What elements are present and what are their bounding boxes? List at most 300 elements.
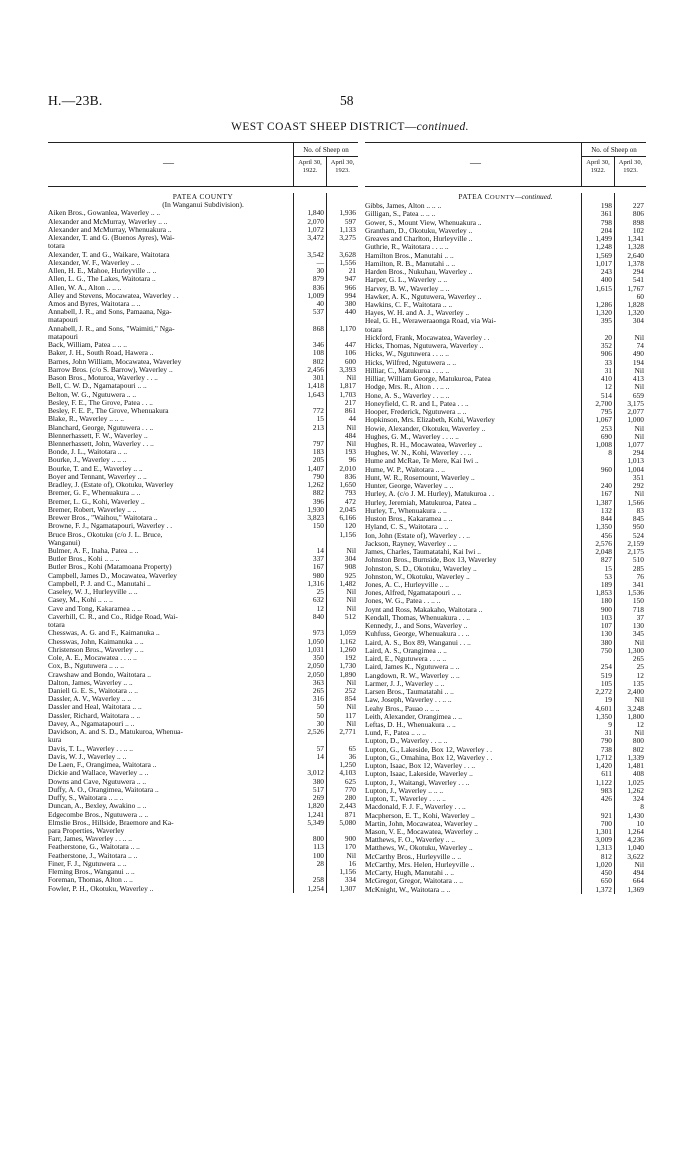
table-row xyxy=(365,375,646,383)
owner-name: Elmslie Bros., Hillside, Braemore and Ka- xyxy=(48,818,174,827)
column-rule xyxy=(581,193,582,894)
owner-name: Davidson, A. and S. D., Matukuroa, Whenua- xyxy=(48,728,183,737)
sheep-count-1922: 1,712 xyxy=(595,752,612,762)
table-row xyxy=(365,441,646,449)
table-row xyxy=(48,885,358,893)
sheep-count-1922: 1,407 xyxy=(307,463,324,473)
sheep-count-1922: 537 xyxy=(312,307,324,317)
sheep-count-1923: 60 xyxy=(636,291,644,301)
sheep-count-1922: 1,350 xyxy=(595,711,612,721)
sheep-count-1923: 1,556 xyxy=(339,257,356,267)
owner-name: Foreman, Thomas, Alton .. .. xyxy=(48,876,133,885)
sheep-count-1923: 1,077 xyxy=(627,440,644,449)
owner-name: Leftas, D. H., Whenuakura .. .. xyxy=(365,720,456,729)
owner-name: Fowler, P. H., Okotuku, Waverley .. xyxy=(48,884,154,893)
owner-name: Farr, James, Waverley . . .. .. xyxy=(48,835,132,844)
sheep-count-1922: 1,313 xyxy=(595,843,612,853)
sheep-count-1922: 812 xyxy=(600,851,612,861)
owner-name: Besley, F. E. P., The Grove, Whenuakura xyxy=(48,407,169,416)
sheep-count-1923: 854 xyxy=(344,694,356,704)
sheep-count-1922: 346 xyxy=(312,340,324,350)
owner-name: Jones, A. C., Hurleyville .. .. xyxy=(365,580,449,589)
table-row xyxy=(48,778,358,786)
table-row xyxy=(48,539,358,547)
sheep-count-1923: 2,400 xyxy=(627,687,644,697)
owner-name: Hawkins, C. F., Waitotara .. .. xyxy=(365,301,453,310)
owner-name: Harvey, B. W., Waverley .. .. xyxy=(365,284,450,293)
owner-name: Dassler and Heal, Waitotara .. .. xyxy=(48,703,142,712)
sheep-count-1923: 280 xyxy=(344,793,356,803)
sheep-count-1922: 1,615 xyxy=(595,283,612,293)
sheep-count-1923: 2,159 xyxy=(627,538,644,548)
table-row xyxy=(48,481,358,489)
title-continued: continued. xyxy=(416,121,469,133)
sheep-count-1922: 400 xyxy=(600,275,612,285)
owner-name: Hooper, Frederick, Ngutuwera .. .. xyxy=(365,408,467,417)
owner-name: Hicks, Wilfred, Ngutuwera .. .. xyxy=(365,358,457,367)
owner-name: Butler Bros., Kohi .. .. .. xyxy=(48,555,120,564)
owner-name: Gibbs, James, Alton .. .. .. xyxy=(365,202,442,211)
sheep-count-1922: 1,286 xyxy=(595,300,612,310)
table-row xyxy=(48,300,358,308)
sheep-count-1923: 76 xyxy=(636,571,644,581)
sheep-count-1922: 450 xyxy=(600,868,612,878)
table-row xyxy=(365,721,646,729)
sheep-count-1923: 1,369 xyxy=(627,884,644,894)
sheep-count-1923: 3,628 xyxy=(339,249,356,259)
sheep-count-1922: 57 xyxy=(316,743,324,753)
sheep-count-1923: 217 xyxy=(344,397,356,407)
sheep-count-1923: 494 xyxy=(632,868,644,878)
sheep-count-1922: 690 xyxy=(600,431,612,441)
sheep-count-1922: 790 xyxy=(600,736,612,746)
sheep-count-1922: 5,349 xyxy=(307,817,324,827)
owner-name: Leahy Bros., Pauao .. .. .. xyxy=(365,704,440,713)
sheep-count-1923: 44 xyxy=(348,414,356,424)
sheep-count-1923: 341 xyxy=(632,579,644,589)
sheep-count-1923: 1,828 xyxy=(627,300,644,310)
sheep-count-1922: 30 xyxy=(316,266,324,276)
sheep-count-1923: 1,817 xyxy=(339,381,356,391)
table-row xyxy=(48,703,358,711)
sheep-count-1923: 130 xyxy=(632,621,644,631)
table-row xyxy=(48,621,358,629)
sheep-count-1923: Nil xyxy=(346,603,356,613)
sheep-count-1923: 510 xyxy=(632,555,644,565)
sheep-count-1923: 96 xyxy=(348,455,356,465)
sheep-count-1923: 1,378 xyxy=(627,258,644,268)
sheep-count-1922: 20 xyxy=(604,332,612,342)
owner-name: Hicks, W., Ngutuwera . . .. .. xyxy=(365,350,449,359)
owner-name: totara xyxy=(48,242,65,251)
table-row xyxy=(48,316,358,324)
sheep-count-1923: 3,275 xyxy=(339,233,356,243)
table-row xyxy=(48,753,358,761)
column-rule xyxy=(326,193,327,893)
owner-name: Hickford, Frank, Mocawatea, Waverley . . xyxy=(365,333,490,342)
table-row xyxy=(48,275,358,283)
sheep-count-1922: 840 xyxy=(312,611,324,621)
owner-name: McCarthy Bros., Hurleyville .. .. xyxy=(365,852,462,861)
section-title-continued: PATEA COUNTY—continued. xyxy=(458,192,553,201)
owner-name: Campbell, P. J. and C., Manutahi .. xyxy=(48,579,151,588)
sheep-count-1922: 180 xyxy=(600,596,612,606)
sheep-count-1923: 294 xyxy=(632,448,644,458)
sheep-count-1923: 4,103 xyxy=(339,768,356,778)
owner-name: Laird, James K., Ngutuwera .. .. xyxy=(365,663,460,672)
header-april-1922: April 30, 1922. xyxy=(586,159,610,174)
sheep-count-1923: 6,166 xyxy=(339,513,356,523)
sheep-count-1922: 14 xyxy=(316,546,324,556)
sheep-count-1922: 380 xyxy=(600,637,612,647)
sheep-count-1922: 738 xyxy=(600,744,612,754)
sheep-count-1923: 3,622 xyxy=(627,851,644,861)
table-row xyxy=(48,852,358,860)
sheep-count-1922: 105 xyxy=(600,678,612,688)
owner-name: Bonde, J. L., Waitotara .. .. xyxy=(48,448,128,457)
sheep-count-1922: 167 xyxy=(600,489,612,499)
sheep-count-1922: 1,008 xyxy=(595,440,612,449)
sheep-count-1923: Nil xyxy=(634,489,644,499)
sheep-count-1923: 1,341 xyxy=(627,234,644,244)
table-row xyxy=(48,391,358,399)
sheep-count-1923: 36 xyxy=(348,751,356,761)
sheep-count-1923: 1,004 xyxy=(627,464,644,474)
sheep-count-1923: Nil xyxy=(634,365,644,375)
owner-name: Greaves and Charlton, Hurleyville .. xyxy=(365,235,473,244)
sheep-count-1923: 2,045 xyxy=(339,504,356,514)
table-row xyxy=(48,308,358,316)
sheep-count-1922: 632 xyxy=(312,595,324,605)
sheep-count-1923: 304 xyxy=(632,316,644,326)
sheep-count-1923: 908 xyxy=(344,562,356,572)
sheep-count-1922: 396 xyxy=(312,496,324,506)
table-row xyxy=(48,292,358,300)
sheep-count-1923: 1,481 xyxy=(627,761,644,771)
sheep-count-1922: 254 xyxy=(600,662,612,672)
owner-name: Browne, F. J., Ngamatapouri, Waverley . . xyxy=(48,522,173,531)
owner-name: Caseley, W. J., Hurleyville .. .. xyxy=(48,588,138,597)
sheep-count-1923: 135 xyxy=(632,678,644,688)
sheep-count-1923: Nil xyxy=(346,677,356,687)
owner-name: Hughes, R. H., Mocawatea, Waverley .. xyxy=(365,441,483,449)
owner-name: Joynt and Ross, Makakaho, Waitotara .. xyxy=(365,605,483,614)
owner-name: para Properties, Waverley xyxy=(48,826,125,835)
sheep-count-1923: 8 xyxy=(640,802,644,812)
table-row xyxy=(48,522,358,530)
sheep-count-1923: Nil xyxy=(346,595,356,605)
sheep-count-1922: 213 xyxy=(312,422,324,432)
table-row xyxy=(48,325,358,333)
owner-name: Alexander and McMurray, Waverley .. .. xyxy=(48,217,168,226)
sheep-count-1923: 1,650 xyxy=(339,480,356,490)
sheep-count-1922: 1,020 xyxy=(595,859,612,869)
owner-name: Hone, A. S., Waverley . . .. .. xyxy=(365,391,450,400)
table-row xyxy=(48,835,358,843)
sheep-count-1923: 600 xyxy=(344,356,356,366)
owner-name: Davey, A., Ngamatapouri .. .. xyxy=(48,719,135,728)
table-row xyxy=(48,424,358,432)
sheep-count-1923: 192 xyxy=(344,653,356,663)
sheep-count-1923: Nil xyxy=(346,702,356,712)
owner-name: Lupton, J., Waitangi, Waverley . . .. xyxy=(365,778,470,787)
right-table-body xyxy=(365,193,646,894)
sheep-count-1922: 1,009 xyxy=(307,290,324,300)
table-row xyxy=(365,688,646,696)
owner-name: Hamilton Bros., Manutahi .. .. xyxy=(365,251,454,260)
owner-name: Hicks, Thomas, Ngutuwera, Waverley .. xyxy=(365,342,484,351)
table-row xyxy=(48,671,358,679)
sheep-count-1923: 1,133 xyxy=(339,224,356,234)
sheep-count-1922: 8 xyxy=(608,448,612,458)
sheep-count-1923: 659 xyxy=(632,390,644,400)
sheep-count-1922: 189 xyxy=(600,579,612,589)
owner-name: Cole, A. E., Mocawatea . . .. .. xyxy=(48,654,137,663)
table-row xyxy=(48,819,358,827)
table-row xyxy=(48,646,358,654)
owner-name: Blake, R., Waverley .. .. .. xyxy=(48,415,125,424)
sheep-count-1922: 1,050 xyxy=(307,636,324,646)
sheep-count-1923: 1,300 xyxy=(627,645,644,655)
owner-name: Finer, F. J., Ngutuwera .. .. xyxy=(48,859,127,868)
owner-name: Hayes, W. H. and A. J., Waverley .. xyxy=(365,309,470,318)
table-row xyxy=(48,827,358,835)
table-row xyxy=(48,407,358,415)
sheep-count-1923: 1,059 xyxy=(339,628,356,638)
owner-name: Hurley, T., Whenuakura .. .. xyxy=(365,506,447,515)
sheep-count-1923: 1,767 xyxy=(627,283,644,293)
owner-name: Hyland, C. S., Waitotara .. .. xyxy=(365,523,449,532)
sheep-count-1922: 100 xyxy=(312,850,324,860)
owner-name: Honeyfield, C. R. and I., Patea . . .. xyxy=(365,399,469,408)
sheep-count-1923: 845 xyxy=(632,514,644,524)
table-row xyxy=(48,531,358,539)
sheep-count-1923: 3,393 xyxy=(339,364,356,374)
owner-name: Bourke, J., Waverley .. .. .. xyxy=(48,456,127,465)
table-row xyxy=(365,326,646,334)
table-row xyxy=(48,234,358,242)
table-row xyxy=(48,465,358,473)
table-row xyxy=(48,448,358,456)
sheep-count-1923: 120 xyxy=(344,521,356,531)
right-table xyxy=(365,142,646,894)
sheep-count-1923: 871 xyxy=(344,809,356,819)
owner-name: Gilligan, S., Patea .. .. .. xyxy=(365,210,436,219)
sheep-count-1923: 4,236 xyxy=(627,835,644,845)
sheep-count-1922: 31 xyxy=(604,365,612,375)
table-row xyxy=(48,728,358,736)
sheep-count-1923: 193 xyxy=(344,447,356,457)
owner-name: Besley, F. E., The Grove, Patea . . .. xyxy=(48,398,153,407)
owner-name: Hurley, Jeremiah, Matukuroa, Patea .. xyxy=(365,498,477,507)
table-row xyxy=(48,679,358,687)
sheep-count-1923: 950 xyxy=(632,522,644,532)
sheep-count-1922: 1,930 xyxy=(307,504,324,514)
table-row xyxy=(48,695,358,703)
owner-name: Featherstone, G., Waitotara .. .. xyxy=(48,843,140,852)
owner-name: Leith, Alexander, Orangimea .. .. xyxy=(365,712,462,721)
owner-name: Hilliar, William George, Matukuroa, Patea xyxy=(365,375,491,384)
sheep-count-1923: 802 xyxy=(632,744,644,754)
sheep-count-1923: 2,175 xyxy=(627,547,644,557)
sheep-count-1922: 30 xyxy=(316,718,324,728)
left-table-body xyxy=(48,193,358,893)
left-table-header xyxy=(48,142,358,187)
sheep-count-1922: 1,499 xyxy=(595,234,612,244)
sheep-count-1923: 3,175 xyxy=(627,398,644,408)
sheep-count-1923: 1,482 xyxy=(339,578,356,588)
owner-name: Matthews, F. O., Waverley .. .. xyxy=(365,836,456,845)
table-row xyxy=(48,687,358,695)
sheep-count-1923: 625 xyxy=(344,776,356,786)
owner-name: Hunter, George, Waverley .. .. xyxy=(365,482,454,491)
sheep-count-1922: 3,009 xyxy=(595,835,612,845)
sheep-count-1922: 798 xyxy=(600,217,612,227)
sheep-count-1922: 1,241 xyxy=(307,809,324,819)
owner-name: matapouri xyxy=(48,332,78,341)
owner-name: De Laen, F., Orangimea, Waitotara .. xyxy=(48,761,157,770)
table-row xyxy=(48,605,358,613)
owner-name: Featherstone, J., Waitotara .. .. xyxy=(48,851,138,860)
sheep-count-1923: 304 xyxy=(344,554,356,564)
sheep-count-1923: 12 xyxy=(636,719,644,729)
column-rule xyxy=(614,193,615,894)
sheep-count-1922: 204 xyxy=(600,225,612,235)
table-row xyxy=(48,712,358,720)
sheep-count-1923: 227 xyxy=(632,201,644,211)
sheep-count-1923: 1,170 xyxy=(339,323,356,333)
sheep-count-1922: 426 xyxy=(600,794,612,804)
sheep-count-1923: 285 xyxy=(632,563,644,573)
sheep-count-1922: 980 xyxy=(312,570,324,580)
sheep-count-1923: Nil xyxy=(346,850,356,860)
sheep-count-1923: 1,307 xyxy=(339,883,356,893)
sheep-count-1922: 1,122 xyxy=(595,777,612,787)
owner-name: Bason Bros., Moturoa, Waverley . . .. xyxy=(48,374,158,383)
table-row xyxy=(48,736,358,744)
sheep-count-1922: 352 xyxy=(600,341,612,351)
section-subtitle: (In Wanganui Subdivision). xyxy=(162,200,244,210)
owner-name: Hopkinson, Mrs. Elizabeth, Kohi, Waverley xyxy=(365,416,495,425)
owner-name: Jackson, Rayney, Waverley .. .. xyxy=(365,539,457,548)
owner-name: Lupton, G., Lakeside, Box 12, Waverley . . xyxy=(365,745,492,754)
owner-name: Dassler, A. V., Waverley .. .. xyxy=(48,695,132,704)
owner-name: Blanchard, George, Ngutuwera . . .. xyxy=(48,423,154,432)
sheep-count-1922: 150 xyxy=(312,521,324,531)
sheep-count-1922: 882 xyxy=(312,488,324,498)
sheep-count-1922: 700 xyxy=(600,818,612,828)
sheep-count-1923: 800 xyxy=(632,736,644,746)
table-row xyxy=(48,514,358,522)
sheep-count-1922: 2,526 xyxy=(307,727,324,737)
sheep-count-1922: 517 xyxy=(312,784,324,794)
owner-name: Bremer, Robert, Waverley .. .. xyxy=(48,505,137,514)
owner-name: Allen, W. A., Alton .. .. .. xyxy=(48,283,122,292)
sheep-count-1923: 1,162 xyxy=(339,636,356,646)
owner-name: Alexander, W. F., Waverley .. .. xyxy=(48,258,141,267)
sheep-count-1923: 1,013 xyxy=(627,456,644,466)
owner-name: Alexander, T. and G. (Buenos Ayres), Wai- xyxy=(48,234,175,243)
sheep-count-1923: 102 xyxy=(632,225,644,235)
table-row xyxy=(48,251,358,259)
sheep-count-1923: Nil xyxy=(346,422,356,432)
sheep-count-1922: 130 xyxy=(600,629,612,639)
owner-name: Daniell G. E. S., Waitotara .. .. xyxy=(48,687,138,695)
sheep-count-1923: 484 xyxy=(344,430,356,440)
sheep-count-1923: 1,000 xyxy=(627,415,644,425)
table-row xyxy=(48,786,358,794)
sheep-count-1923: 194 xyxy=(632,357,644,367)
sheep-count-1923: 65 xyxy=(348,743,356,753)
header-dash: — xyxy=(163,157,174,169)
owner-name: Cave and Tong, Kakaramea .. .. xyxy=(48,604,141,613)
table-row xyxy=(365,449,646,457)
sheep-count-1923: 2,077 xyxy=(627,407,644,417)
sheep-count-1923: Nil xyxy=(346,373,356,383)
table-row xyxy=(48,745,358,753)
owner-name: Hurley, A. (c/o J. M. Hurley), Matukuroa . . xyxy=(365,490,495,499)
sheep-count-1922: 3,472 xyxy=(307,233,324,243)
sheep-count-1923: 1,703 xyxy=(339,389,356,399)
sheep-count-1923: 21 xyxy=(348,266,356,276)
owner-name: Hilliar, C., Matukuroa . . .. .. xyxy=(365,366,450,375)
sheep-count-1923: 1,328 xyxy=(627,242,644,252)
sheep-count-1923: 898 xyxy=(632,217,644,227)
sheep-count-1922: 19 xyxy=(604,695,612,705)
table-row xyxy=(48,588,358,596)
table-row xyxy=(48,415,358,423)
sheep-count-1922: 906 xyxy=(600,349,612,359)
table-row xyxy=(365,647,646,655)
table-row xyxy=(48,333,358,341)
owner-name: Kuhfuss, George, Whenuakura . . .. xyxy=(365,630,470,639)
sheep-count-1922: 301 xyxy=(312,373,324,383)
sheep-count-1922: 12 xyxy=(316,603,324,613)
sheep-count-1923: Nil xyxy=(346,546,356,556)
owner-name: James, Charles, Taumatatahi, Kai Iwi .. xyxy=(365,548,481,557)
owner-name: Alexander and McMurray, Whenuakura .. xyxy=(48,225,172,234)
owner-name: Laird, A. S., Box 89, Wanganui . . .. xyxy=(365,638,471,647)
owner-name: Johnston, W., Okotuku, Waverley .. xyxy=(365,572,470,581)
owner-name: Harden Bros., Nukuhau, Waverley .. xyxy=(365,268,473,277)
sheep-count-1922: 14 xyxy=(316,751,324,761)
sheep-count-1922: 1,072 xyxy=(307,224,324,234)
table-row xyxy=(48,868,358,876)
sheep-count-1923: Nil xyxy=(634,423,644,433)
right-table-header xyxy=(365,142,646,187)
owner-name: Chesswas, John, Kaimanuka .. .. xyxy=(48,637,144,646)
owner-name: Wanganui) xyxy=(48,538,81,547)
sheep-count-1922: 240 xyxy=(600,481,612,491)
sheep-count-1922: 132 xyxy=(600,505,612,515)
sheep-count-1923: 1,339 xyxy=(627,752,644,762)
owner-name: Bourke, T. and E., Waverley .. .. xyxy=(48,464,143,473)
sheep-count-1923: 74 xyxy=(636,341,644,351)
table-row xyxy=(48,843,358,851)
header-april-1923: April 30, 1923. xyxy=(330,159,355,174)
table-row xyxy=(365,350,646,358)
sheep-count-1923: 380 xyxy=(344,298,356,308)
owner-name: Downs and Cave, Ngutuwera .. .. xyxy=(48,777,147,786)
sheep-count-1923: 1,025 xyxy=(627,777,644,787)
owner-name: Back, William, Patea .. .. .. xyxy=(48,341,127,350)
sheep-count-1923: 1,260 xyxy=(339,644,356,654)
owner-name: Lupton, Isaac, Lakeside, Waverley .. xyxy=(365,770,473,779)
sheep-count-1922: 361 xyxy=(600,209,612,219)
sheep-count-1922: 1,067 xyxy=(595,415,612,425)
sheep-count-1922: 1,418 xyxy=(307,381,324,391)
sheep-count-1922: 1,262 xyxy=(307,480,324,490)
